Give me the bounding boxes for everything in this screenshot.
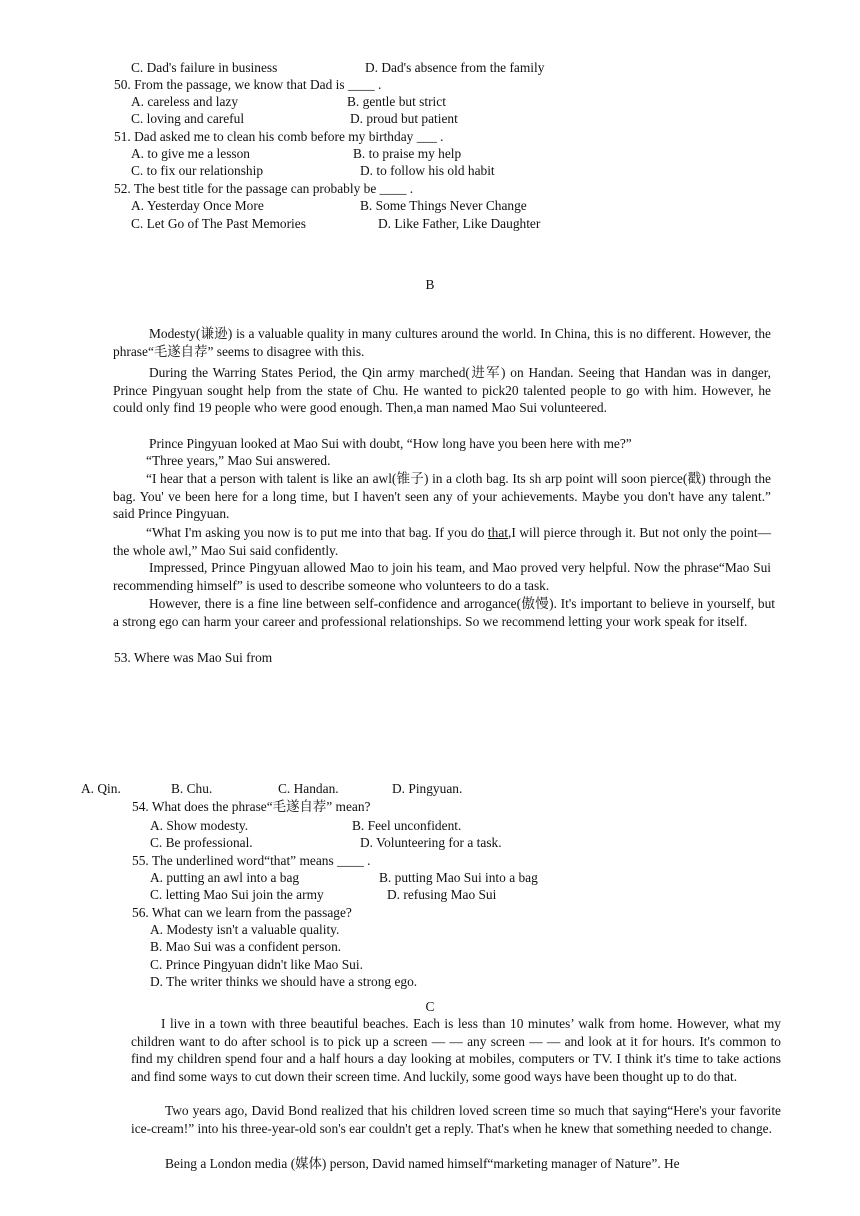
q55-option-d: D. refusing Mao Sui bbox=[387, 887, 497, 902]
q51-option-c: C. to fix our relationship bbox=[131, 163, 264, 178]
q56-option-a: A. Modesty isn't a valuable quality. bbox=[150, 922, 340, 937]
passage-b-paragraph-1: Modesty(谦逊) is a valuable quality in many cultures around the world. In China, this is no different. However, the phrase“毛遂自荐” seems to disagree with this. bbox=[113, 326, 771, 359]
q53-option-b: B. Chu. bbox=[171, 781, 213, 796]
passage-b-paragraph-8: However, there is a fine line between self-confidence and arrogance(傲慢). It's important to believe in yourself, but a strong ego can harm your career and professional relationships. So we recommend letting your work speak for itself. bbox=[113, 596, 775, 629]
q55-stem: 55. The underlined word“that” means ____ . bbox=[132, 853, 371, 868]
q53-option-a: A. Qin. bbox=[81, 781, 121, 796]
q52-option-a: A. Yesterday Once More bbox=[131, 198, 264, 213]
passage-c-paragraph-1: I live in a town with three beautiful beaches. Each is less than 10 minutes’ walk from home. However, what my children want to do after school is to pick up a screen — — any screen — — and look at it for hours. It's common to find my children spend four and a half hours a day looking at mobiles, computers or TV. I think it's time to take actions and find some ways to cut down their screen time. And luckily, some good ways have been thought up to do that. bbox=[131, 1016, 781, 1084]
q56-option-d: D. The writer thinks we should have a strong ego. bbox=[150, 974, 418, 989]
passage-b-paragraph-3: Prince Pingyuan looked at Mao Sui with doubt, “How long have you been here with me?” bbox=[149, 436, 632, 451]
passage-b-paragraph-7: Impressed, Prince Pingyuan allowed Mao to join his team, and Mao proved very helpful. Now the phrase“Mao Sui recommending himself” is used to describe someone who volunteers to do a task. bbox=[113, 560, 771, 593]
passage-b-paragraph-5: “I hear that a person with talent is like an awl(锥子) in a cloth bag. Its sh arp point will soon pierce(戳) through the bag. You' ve been here for a long time, but I haven't seen any of your achievements. Maybe you don't have any talent.” said Prince Pingyuan. bbox=[113, 471, 771, 522]
q56-option-b: B. Mao Sui was a confident person. bbox=[150, 939, 342, 954]
q54-option-b: B. Feel unconfident. bbox=[352, 818, 462, 833]
q53-option-d: D. Pingyuan. bbox=[392, 781, 463, 796]
q55-option-b: B. putting Mao Sui into a bag bbox=[379, 870, 538, 885]
q50-option-d: D. proud but patient bbox=[350, 111, 458, 126]
q51-option-d: D. to follow his old habit bbox=[360, 163, 495, 178]
q52-option-b: B. Some Things Never Change bbox=[360, 198, 527, 213]
section-b-heading: B bbox=[425, 277, 435, 292]
q54-option-d: D. Volunteering for a task. bbox=[360, 835, 502, 850]
passage-b-paragraph-4: “Three years,” Mao Sui answered. bbox=[146, 453, 331, 468]
q51-stem: 51. Dad asked me to clean his comb before my birthday ___ . bbox=[114, 129, 444, 144]
q52-stem: 52. The best title for the passage can probably be ____ . bbox=[114, 181, 414, 196]
q55-option-a: A. putting an awl into a bag bbox=[150, 870, 300, 885]
q50-option-a: A. careless and lazy bbox=[131, 94, 239, 109]
q51-option-a: A. to give me a lesson bbox=[131, 146, 251, 161]
q49-option-c: C. Dad's failure in business bbox=[131, 60, 278, 75]
q54-stem: 54. What does the phrase“毛遂自荐” mean? bbox=[132, 799, 371, 814]
paragraph-6-text-start: “What I'm asking you now is to put me into that bag. If you do bbox=[146, 525, 488, 540]
passage-b-paragraph-6 bbox=[113, 524, 771, 559]
paragraph-6-text-end: ,I will pierce through it. But not only the point— the whole awl,” Mao Sui said confidently. bbox=[113, 525, 771, 558]
q54-option-c: C. Be professional. bbox=[150, 835, 253, 850]
q54-option-a: A. Show modesty. bbox=[150, 818, 249, 833]
q49-option-d: D. Dad's absence from the family bbox=[365, 60, 545, 75]
q56-stem: 56. What can we learn from the passage? bbox=[132, 905, 352, 920]
q50-stem: 50. From the passage, we know that Dad is ____ . bbox=[114, 77, 382, 92]
q53-stem: 53. Where was Mao Sui from bbox=[114, 650, 273, 665]
passage-c-paragraph-3: Being a London media (媒体) person, David named himself“marketing manager of Nature”. He bbox=[165, 1156, 680, 1171]
q52-option-d: D. Like Father, Like Daughter bbox=[378, 216, 541, 231]
q55-option-c: C. letting Mao Sui join the army bbox=[150, 887, 324, 902]
q50-option-c: C. loving and careful bbox=[131, 111, 245, 126]
q53-option-c: C. Handan. bbox=[278, 781, 339, 796]
q51-option-b: B. to praise my help bbox=[353, 146, 462, 161]
passage-c-paragraph-2: Two years ago, David Bond realized that his children loved screen time so much that saying“Here's your favorite ice-cream!” into his three-year-old son's ear couldn't get a reply. That's when he knew that something needed to change. bbox=[131, 1103, 781, 1136]
passage-b-paragraph-2: During the Warring States Period, the Qin army marched(进军) on Handan. Seeing that Handan was in danger, Prince Pingyuan sought help from the state of Chu. He wanted to pick20 talented people to go with him. However, he could only find 19 people who were good enough. Then,a man named Mao Sui volunteered. bbox=[113, 365, 771, 416]
underlined-word-that: that bbox=[487, 525, 508, 540]
q56-option-c: C. Prince Pingyuan didn't like Mao Sui. bbox=[150, 957, 363, 972]
q52-option-c: C. Let Go of The Past Memories bbox=[131, 216, 306, 231]
section-c-heading: C bbox=[425, 999, 435, 1014]
q50-option-b: B. gentle but strict bbox=[347, 94, 446, 109]
